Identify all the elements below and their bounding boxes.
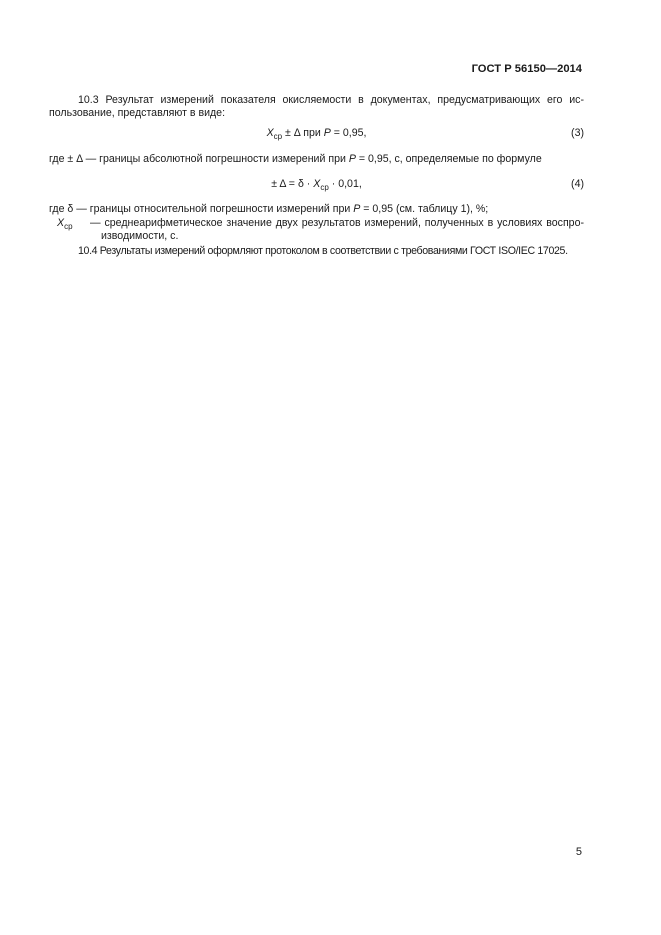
formula-3-rest-b: = 0,95, [330, 127, 367, 139]
xcp-symbol [57, 217, 73, 230]
xcp-var: X [57, 217, 65, 229]
where-delta-rel-suffix: = 0,95 (см. таблицу 1), %; [360, 203, 489, 215]
where-delta-rel-line [49, 203, 584, 216]
where-delta-line [49, 153, 584, 166]
formula-4-rhs: · 0,01, [328, 178, 362, 190]
xcp-definition-line-1: — среднеарифметическое значение двух результатов измерений, полученных в условиях воспро- [90, 217, 584, 229]
formula-3-var: X [266, 127, 274, 139]
where-delta-rel-prefix: где δ — границы относительной погрешности измерений при [49, 203, 354, 215]
formula-3-sub: ср [273, 132, 283, 141]
formula-3-p: P [323, 127, 331, 139]
xcp-definition-line-2 [90, 230, 584, 243]
xcp-sub: ср [64, 222, 73, 231]
formula-3-rest-a: ± Δ при [282, 127, 324, 139]
formula-4 [49, 178, 584, 191]
page-number: 5 [575, 846, 582, 858]
section-10-3-line-1: 10.3 Результат измерений показателя окисляемости в документах, предусматривающих его ис- [78, 94, 584, 106]
formula-3 [49, 127, 584, 140]
where-delta-prefix: где ± Δ — границы абсолютной погрешности измерений при [49, 153, 349, 165]
where-delta-suffix: = 0,95, с, определяемые по формуле [355, 153, 542, 165]
section-10-4: 10.4 Результаты измерений оформляют протоколом в соответствии с требованиями ГОСТ ISO/IEC 17025. [78, 245, 568, 257]
section-10-3-line-2: пользование, представляют в виде: [49, 107, 226, 119]
xcp-definition-line-2-text: изводимости, с. [101, 230, 179, 242]
formula-4-sub: ср [320, 183, 329, 192]
formula-4-number: (4) [571, 178, 584, 190]
formula-4-var: X [313, 178, 321, 190]
formula-3-number: (3) [571, 127, 584, 139]
where-delta-p: P [348, 153, 356, 165]
formula-4-lhs: ± Δ = δ · [271, 178, 314, 190]
document-header-code: ГОСТ Р 56150—2014 [471, 63, 582, 75]
where-delta-rel-p: P [353, 203, 361, 215]
